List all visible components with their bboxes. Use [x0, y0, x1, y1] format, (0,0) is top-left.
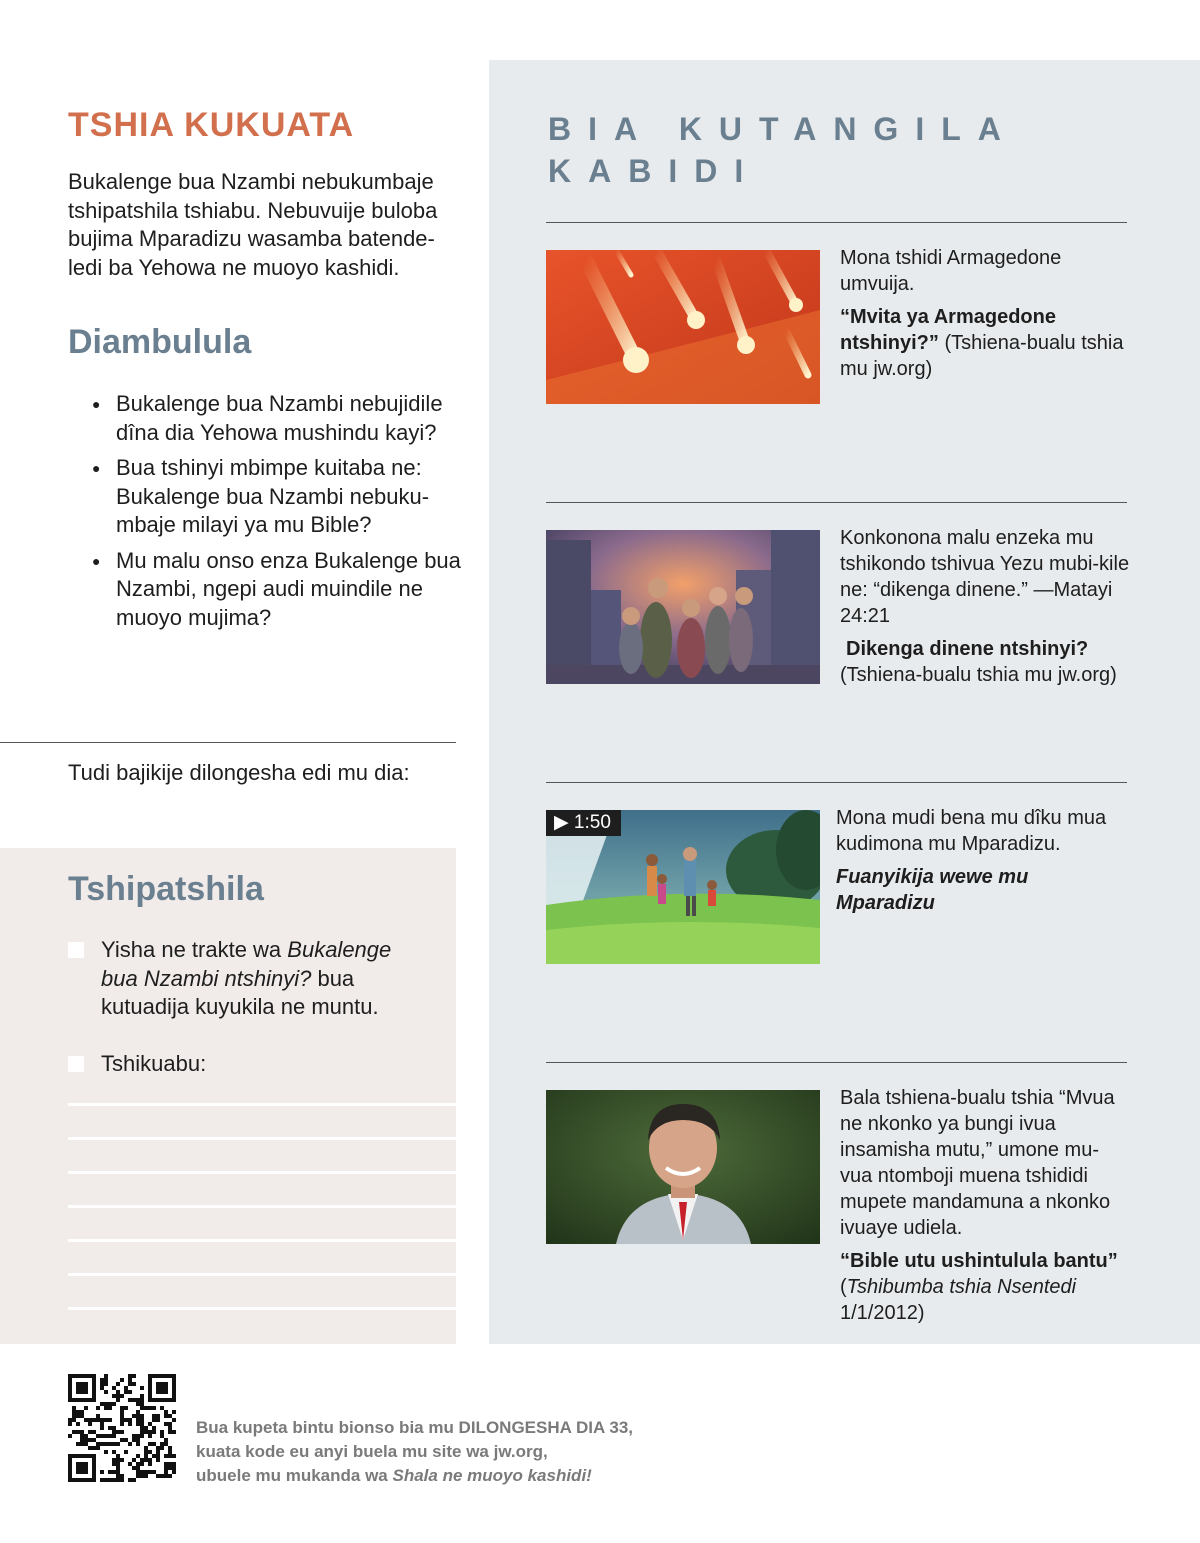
footer-note: Bua kupeta bintu bionso bia mu DILONGESHA DIA 33, kuata kode eu anyi buela mu site wa jw.org, ubuele mu mukanda wa Shala ne muoyo kashidi! — [196, 1418, 633, 1485]
goal-heading: Tshipatshila — [68, 870, 264, 908]
review-heading: Diambulula — [68, 323, 252, 361]
qr-code[interactable] — [68, 1374, 176, 1482]
review-entry — [840, 1085, 1130, 1326]
divider — [546, 222, 1127, 223]
review-question-list — [92, 390, 467, 639]
book-title: Shala ne muoyo kashidi! — [392, 1466, 592, 1485]
write-in-line[interactable] — [68, 1137, 456, 1140]
goal-checkbox[interactable] — [68, 1056, 84, 1072]
entry-description: Konkonona malu enzeka mu tshikondo tshivua Yezu mubi-kile ne: “dikenga dinene.” —Matayi 24:21 — [840, 527, 1130, 627]
goal-box — [0, 848, 456, 1344]
review-question: ● Bukalenge bua Nzambi nebujidile dîna dia Yehowa mushindu kayi? — [92, 390, 467, 447]
review-entry — [840, 525, 1130, 688]
write-in-line[interactable] — [68, 1205, 456, 1208]
divider — [0, 742, 456, 743]
entry-source: (Tshiena-bualu tshia mu jw.org) — [840, 332, 1124, 380]
entry-source: (Tshibumba tshia Nsentedi 1/1/2012) — [840, 1276, 1077, 1324]
review-entry — [836, 805, 1126, 916]
entry-description: Bala tshiena-bualu tshia “Mvua ne nkonko ya bungi ivua insamisha mutu,” umone mu-vua ntomboji muena tshididi mupete mandamuna a nkonko ivuaye udiela. — [840, 1087, 1115, 1239]
goal-item — [68, 936, 428, 1022]
video-duration-badge[interactable] — [546, 810, 621, 836]
portrait-image[interactable] — [546, 1090, 820, 1244]
write-in-line[interactable] — [68, 1273, 456, 1276]
review-question: ● Bua tshinyi mbimpe kuitaba ne: Bukalenge bua Nzambi nebuku-mbaje milayi ya mu Bible? — [92, 454, 467, 540]
divider — [546, 502, 1127, 503]
magazine-title: Tshibumba tshia Nsentedi — [846, 1276, 1077, 1298]
entry-title-link[interactable]: Fuanyikija wewe mu Mparadizu — [836, 866, 1029, 914]
goal-text: Yisha ne trakte wa Bukalenge bua Nzambi ntshinyi? bua kutuadija kuyukila ne muntu. — [101, 937, 392, 1019]
goal-checkbox[interactable] — [68, 942, 84, 958]
more-heading: BIA KUTANGILA KABIDI — [548, 111, 1017, 189]
write-in-line[interactable] — [68, 1307, 456, 1310]
entry-source: (Tshiena-bualu tshia mu jw.org) — [840, 664, 1117, 686]
divider — [546, 1062, 1127, 1063]
entry-title-link[interactable]: Dikenga dinene ntshinyi? — [846, 638, 1089, 660]
entry-title-link[interactable]: “Mvita ya Armagedone ntshinyi?” — [840, 306, 1056, 354]
review-question: ● Mu malu onso enza Bukalenge bua Nzambi, ngepi audi muindile ne muoyo mujima? — [92, 547, 467, 633]
summary-text: Bukalenge bua Nzambi nebukumbaje tshipatshila tshiabu. Nebuvuije buloba bujima Mparadizu wasamba batende-ledi ba Yehowa ne muoyo kashidi. — [68, 169, 438, 280]
review-entry — [840, 245, 1130, 382]
summary-heading: TSHIA KUKUATA — [68, 106, 355, 144]
entry-description: Mona tshidi Armagedone umvuija. — [840, 247, 1062, 295]
tract-title: Bukalenge bua Nzambi ntshinyi? — [101, 937, 392, 991]
play-icon: ▶ — [554, 812, 569, 833]
entry-title-link[interactable]: “Bible utu ushintulula bantu” — [840, 1250, 1118, 1272]
goal-text: Tshikuabu: — [101, 1051, 207, 1076]
lesson-completed-note: Tudi bajikije dilongesha edi mu dia: — [68, 760, 410, 785]
goal-item — [68, 1050, 428, 1079]
entry-description: Mona mudi bena mu dîku mua kudimona mu Mparadizu. — [836, 807, 1107, 855]
write-in-line[interactable] — [68, 1171, 456, 1174]
family-tribulation-image[interactable] — [546, 530, 820, 684]
write-in-line[interactable] — [68, 1239, 456, 1242]
divider — [546, 782, 1127, 783]
video-duration: 1:50 — [573, 812, 611, 833]
meteor-image[interactable] — [546, 250, 820, 404]
write-in-line[interactable] — [68, 1103, 456, 1106]
